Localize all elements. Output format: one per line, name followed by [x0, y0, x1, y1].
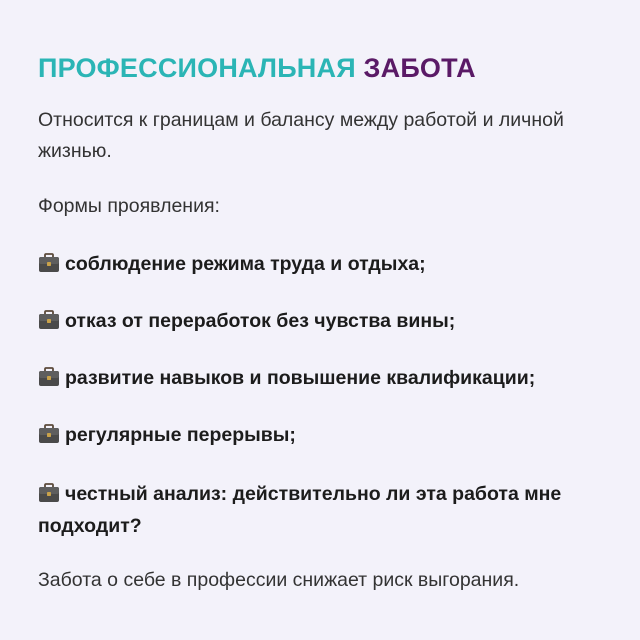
- title-part-1: ПРОФЕССИОНАЛЬНАЯ: [38, 53, 356, 83]
- list-item-text: развитие навыков и повышение квалификации;: [65, 367, 536, 389]
- intro-text: Относится к границам и балансу между работой и личной жизнью.: [38, 109, 564, 162]
- list-item: [38, 480, 603, 541]
- list-item: [38, 307, 603, 339]
- forms-label: Формы проявления:: [38, 195, 220, 217]
- briefcase-icon: [38, 253, 60, 282]
- list-item: [38, 250, 603, 282]
- list-item: [38, 421, 603, 453]
- briefcase-icon: [38, 483, 60, 512]
- list-item-text: регулярные перерывы;: [65, 424, 296, 446]
- list-item-text: соблюдение режима труда и отдыха;: [65, 253, 426, 275]
- briefcase-icon: [38, 367, 60, 396]
- list-item-text: отказ от переработок без чувства вины;: [65, 310, 456, 332]
- title-part-2: ЗАБОТА: [363, 53, 476, 83]
- briefcase-icon: [38, 424, 60, 453]
- list-item: [38, 364, 603, 396]
- outro-text: Забота о себе в профессии снижает риск выгорания.: [38, 569, 520, 591]
- page-title: [38, 50, 476, 86]
- list-item-text: честный анализ: действительно ли эта работа мне подходит?: [38, 483, 562, 537]
- briefcase-icon: [38, 310, 60, 339]
